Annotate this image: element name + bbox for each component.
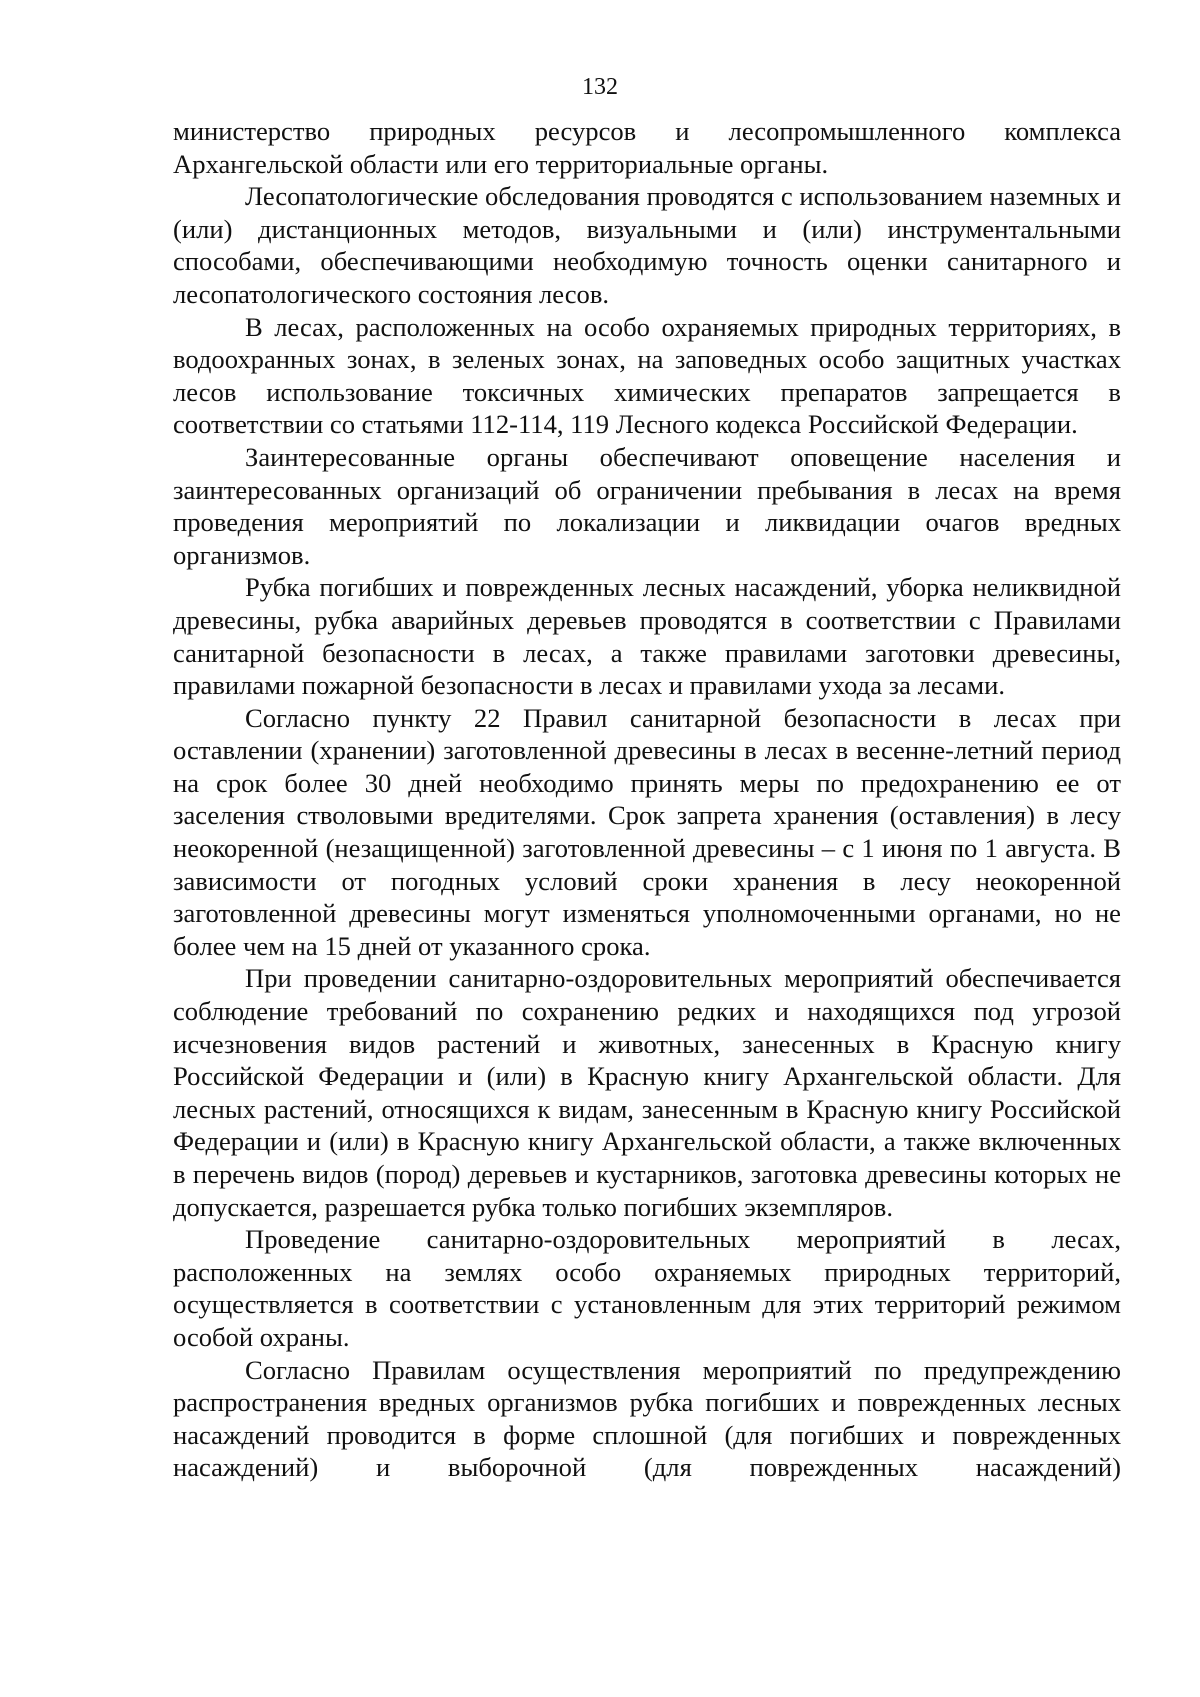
paragraph-public-notification: Заинтересованные органы обеспечивают оповещение населения и заинтересованных организаций об ограничении пребывания в лесах на время проведения мероприятий по локализации и ликвидации очагов вредных организмов. [173, 441, 1121, 570]
paragraph-protected-territories: Проведение санитарно-оздоровительных мероприятий в лесах, расположенных на землях особо охраняемых природных территорий, осуществляется в соответствии с установленным для этих территорий режимом особой охраны. [173, 1224, 1121, 1352]
paragraph-forest-surveys: Лесопатологические обследования проводятся с использованием наземных и (или) дистанционных методов, визуальными и (или) инструментальными способами, обеспечивающими необходимую точность оценки санитарного и лесопатологического состояния лесов. [173, 181, 1121, 309]
document-body [173, 115, 1121, 1484]
paragraph-1-continuation: министерство природных ресурсов и лесопромышленного комплекса Архангельской области или его территориальные органы. [173, 116, 1121, 179]
paragraph-felling-rules: Рубка погибших и поврежденных лесных насаждений, уборка неликвидной древесины, рубка аварийных деревьев проводятся в соответствии с Правилами санитарной безопасности в лесах, а также правилами заготовки древесины, правилами пожарной безопасности в лесах и правилами ухода за лесами. [173, 572, 1121, 701]
paragraph-red-book-species: При проведении санитарно-оздоровительных мероприятий обеспечивается соблюдение требований по сохранению редких и находящихся под угрозой исчезновения видов растений и животных, занесенных в Красную книгу Российской Федерации и (или) в Красную книгу Архангельской области. Для лесных растений, относящихся к видам, занесенным в Красную книгу Российской Федерации и (или) в Красную книгу Архангельской области, а также включенных в перечень видов (пород) деревьев и кустарников, заготовка древесины которых не допускается, разрешается рубка только погибших экземпляров. [173, 963, 1121, 1222]
page-number: 132 [582, 74, 618, 100]
paragraph-felling-forms: Согласно Правилам осуществления мероприятий по предупреждению распространения вредных организмов рубка погибших и поврежденных лесных насаждений проводится в форме сплошной (для погибших и поврежденных насаждений) и выборочной (для поврежденных насаждений) [173, 1354, 1121, 1483]
paragraph-toxic-chemicals: В лесах, расположенных на особо охраняемых природных территориях, в водоохранных зонах, в зеленых зонах, на заповедных особо защитных участках лесов использование токсичных химических препаратов запрещается в соответствии со статьями 112-114, 119 Лесного кодекса Российской Федерации. [173, 311, 1121, 440]
paragraph-wood-storage: Согласно пункту 22 Правил санитарной безопасности в лесах при оставлении (хранении) заготовленной древесины в лесах в весенне-летний период на срок более 30 дней необходимо принять меры по предохранению ее от заселения стволовыми вредителями. Срок запрета хранения (оставления) в лесу неокоренной (незащищенной) заготовленной древесины – с 1 июня по 1 августа. В зависимости от погодных условий сроки хранения в лесу неокоренной заготовленной древесины могут изменяться уполномоченными органами, но не более чем на 15 дней от указанного срока. [173, 702, 1121, 961]
